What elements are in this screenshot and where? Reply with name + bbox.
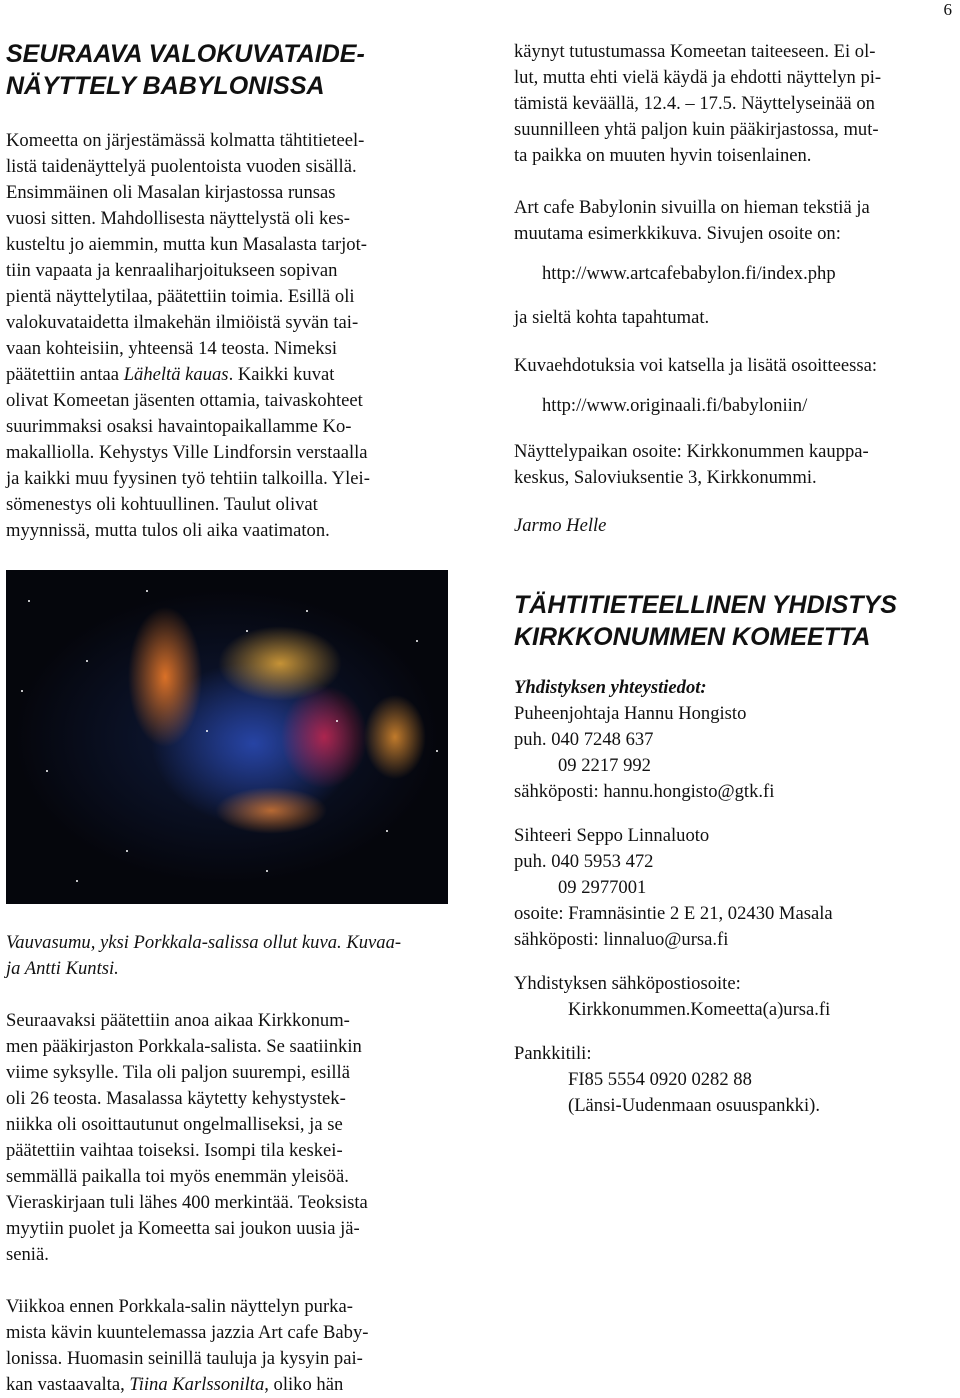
text-line: Sihteeri Seppo Linnaluoto: [514, 825, 710, 846]
web-link[interactable]: http://www.originaali.fi/babyloniin/: [542, 395, 808, 416]
text-line: Puheenjohtaja Hannu Hongisto: [514, 703, 747, 724]
text-line: vuosi sitten. Mahdollisesta näyttelystä oli kes-: [6, 208, 350, 229]
text-line: suunnilleen yhtä paljon kuin pääkirjastossa, mut-: [514, 119, 879, 140]
text-line: Vieraskirjaan tuli lähes 400 merkintää. Teoksista: [6, 1192, 368, 1213]
photo-caption: [6, 930, 448, 982]
text-line: [6, 1372, 448, 1398]
article-left-bottom: [6, 930, 448, 1398]
text-line: FI85 5554 0920 0282 88: [568, 1069, 752, 1090]
article-heading: [6, 38, 448, 102]
article-paragraph: [514, 439, 954, 491]
text-line: myynnissä, mutta tulos oli aika vaatimaton.: [6, 520, 330, 541]
text-line: Seuraavaksi päätettiin anoa aikaa Kirkkonum-: [6, 1010, 350, 1031]
text-line: muutama esimerkkikuva. Sivujen osoite on:: [514, 223, 841, 244]
page-number: 6: [943, 0, 952, 19]
text-line: Näyttelypaikan osoite: Kirkkonummen kauppa-: [514, 441, 869, 462]
heading-line: KIRKKONUMMEN KOMEETTA: [514, 623, 871, 651]
text-line: keskus, Saloviuksentie 3, Kirkkonummi.: [514, 467, 817, 488]
text-line: lonissa. Huomasin seinillä tauluja ja kysyin pai-: [6, 1348, 363, 1369]
text-line: päätettiin vaihtaa toiseksi. Isompi tila keskei-: [6, 1140, 343, 1161]
text-line: 09 2977001: [558, 877, 647, 898]
text-line: Yhdistyksen sähköpostiosoite:: [514, 973, 741, 994]
text-line: tämistä keväällä, 12.4. – 17.5. Näyttelyseinää on: [514, 93, 875, 114]
text-line: vaan kohteisiin, yhteensä 14 teosta. Nimeksi: [6, 338, 338, 359]
email-line: sähköposti: linnaluo@ursa.fi: [514, 929, 729, 950]
article-paragraph: [6, 128, 448, 544]
text-line: [6, 362, 448, 388]
text-line: mista kävin kuuntelemassa jazzia Art cafe Baby-: [6, 1322, 369, 1343]
contacts-title: Yhdistyksen yhteystiedot:: [514, 677, 707, 698]
person-name: Tiina Karlssonilta: [129, 1374, 265, 1395]
heading-line: NÄYTTELY BABYLONISSA: [6, 72, 325, 100]
article-paragraph: [514, 195, 954, 247]
article-paragraph: [6, 1008, 448, 1268]
text-line: 09 2217 992: [558, 755, 651, 776]
article-paragraph: [6, 1294, 448, 1398]
text-run: kan vastaavalta,: [6, 1374, 130, 1395]
author-signature: Jarmo Helle: [514, 515, 607, 536]
text-line: (Länsi-Uudenmaan osuuspankki).: [568, 1095, 820, 1116]
text-line: käynyt tutustumassa Komeetan taiteeseen. Ei ol-: [514, 41, 876, 62]
text-line: valokuvataidetta ilmakehän ilmiöistä syvän tai-: [6, 312, 359, 333]
club-email: [514, 971, 954, 1023]
secretary-contact: [514, 823, 954, 953]
text-line: makalliolla. Kehystys Ville Lindforsin verstaalla: [6, 442, 368, 463]
bank-account: [514, 1041, 954, 1119]
heading-line: SEURAAVA VALOKUVATAIDE-: [6, 40, 365, 68]
text-line: puh. 040 7248 637: [514, 729, 654, 750]
article-paragraph: ja sieltä kohta tapahtumat.: [514, 307, 710, 328]
text-line: listä taidenäyttelyä puolentoista vuoden sisällä.: [6, 156, 357, 177]
article-paragraph: [514, 39, 954, 169]
text-line: niikka oli osoittautunut ongelmalliseksi, ja se: [6, 1114, 343, 1135]
text-line: tiin vapaata ja kenraaliharjoitukseen sopivan: [6, 260, 338, 281]
text-line: sömenestys oli kohtuullinen. Taulut olivat: [6, 494, 318, 515]
chair-contact: [514, 701, 954, 805]
text-line: viime syksylle. Tila oli paljon suurempi, esillä: [6, 1062, 350, 1083]
text-line: kusteltu jo aiemmin, mutta kun Masalasta tarjot-: [6, 234, 367, 255]
nebula-photo: [6, 570, 448, 904]
web-link[interactable]: http://www.artcafebabylon.fi/index.php: [542, 263, 836, 284]
text-line: ja kaikki muu fyysinen työ tehtiin talkoilla. Ylei-: [6, 468, 370, 489]
text-line: semmällä paikalla toi myös enemmän yleisöä.: [6, 1166, 349, 1187]
text-line: seniä.: [6, 1244, 49, 1265]
article-left-top: [6, 38, 448, 544]
text-run: . Kaikki kuvat: [228, 364, 335, 385]
text-line: myytiin puolet ja Komeetta sai joukon uusia jä-: [6, 1218, 360, 1239]
text-line: suurimmaksi osaksi havaintopaikallamme Ko-: [6, 416, 352, 437]
caption-line: Vauvasumu, yksi Porkkala-salissa ollut kuva. Kuvaa-: [6, 932, 402, 953]
association-heading: [514, 589, 954, 653]
heading-line: TÄHTITIETEELLINEN YHDISTYS: [514, 591, 897, 619]
caption-line: ja Antti Kuntsi.: [6, 958, 119, 979]
text-line: Komeetta on järjestämässä kolmatta tähtitieteel-: [6, 130, 365, 151]
text-line: osoite: Framnäsintie 2 E 21, 02430 Masala: [514, 903, 833, 924]
email-line: sähköposti: hannu.hongisto@gtk.fi: [514, 781, 775, 802]
email-line: Kirkkonummen.Komeetta(a)ursa.fi: [568, 999, 831, 1020]
text-line: oli 26 teosta. Masalassa käytetty kehystystek-: [6, 1088, 346, 1109]
text-line: pientä näyttelytilaa, päätettiin toimia. Esillä oli: [6, 286, 355, 307]
text-run: päätettiin antaa: [6, 364, 124, 385]
text-line: Viikkoa ennen Porkkala-salin näyttelyn purka-: [6, 1296, 353, 1317]
text-run: , oliko hän: [264, 1374, 344, 1395]
text-line: puh. 040 5953 472: [514, 851, 654, 872]
text-line: Art cafe Babylonin sivuilla on hieman tekstiä ja: [514, 197, 870, 218]
text-line: Pankkitili:: [514, 1043, 592, 1064]
text-line: men pääkirjaston Porkkala-salista. Se saatiinkin: [6, 1036, 362, 1057]
exhibition-title: Läheltä kauas: [123, 364, 229, 385]
text-line: olivat Komeetan jäsenten ottamia, taivaskohteet: [6, 390, 363, 411]
article-right: [514, 39, 954, 1119]
text-line: lut, mutta ehti vielä käydä ja ehdotti näyttelyn pi-: [514, 67, 882, 88]
text-line: Ensimmäinen oli Masalan kirjastossa runsas: [6, 182, 336, 203]
text-line: ta paikka on muuten hyvin toisenlainen.: [514, 145, 812, 166]
article-paragraph: Kuvaehdotuksia voi katsella ja lisätä osoitteessa:: [514, 355, 878, 376]
